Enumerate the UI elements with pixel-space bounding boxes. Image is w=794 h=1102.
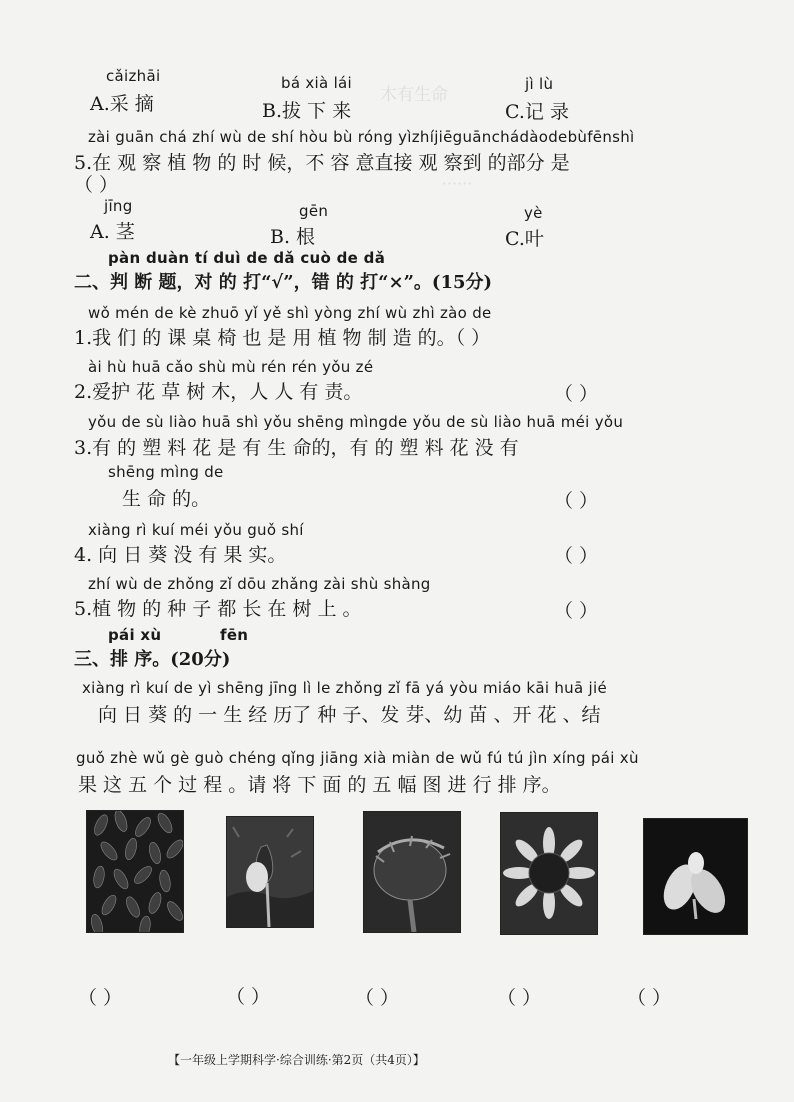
- order-answer-1[interactable]: （ ）: [78, 987, 123, 1009]
- s2-item3b-pinyin: shēng mìng de: [108, 463, 224, 481]
- section2-heading: 二、判 断 题，对 的 打“√”，错 的 打“×”。(15分): [74, 272, 493, 293]
- q5-answer-paren: （ ）: [74, 174, 119, 196]
- q5-pinyin: zài guān chá zhí wù de shí hòu bù róng yìzhíjiēguānchádàodebùfēnshì: [88, 128, 635, 146]
- s2-item5-pinyin: zhí wù de zhǒng zǐ dōu zhǎng zài shù shàng: [88, 575, 431, 593]
- s3-line1-pinyin: xiàng rì kuí de yì shēng jīng lì le zhǒng zǐ fā yá yòu miáo kāi huā jié: [82, 679, 608, 697]
- section3-pinyin-b: fēn: [220, 626, 249, 644]
- s2-item2-answer: （ ）: [554, 383, 599, 405]
- q5-question: 5.在 观 察 植 物 的 时 候，不 容 意直接 观 察到 的部分 是: [74, 152, 570, 174]
- order-answer-5[interactable]: （ ）: [627, 987, 672, 1009]
- q5-option-b: B. 根: [270, 226, 316, 248]
- s2-item5-answer: （ ）: [554, 600, 599, 622]
- s2-item2: 2.爱护 花 草 树 木，人 人 有 责。: [74, 381, 363, 403]
- q4-option-a: A.采 摘: [90, 93, 154, 115]
- s2-item3-pinyin: yǒu de sù liào huā shì yǒu shēng mìngde yǒu de sù liào huā méi yǒu: [88, 413, 624, 431]
- s2-item4-pinyin: xiàng rì kuí méi yǒu guǒ shí: [88, 521, 304, 539]
- seedling-image: [643, 818, 748, 935]
- s2-item4: 4. 向 日 葵 没 有 果 实。: [74, 544, 287, 566]
- sprouting-seed-image: [226, 816, 314, 928]
- q4-option-a-pinyin: cǎizhāi: [106, 67, 161, 85]
- s3-line1: 向 日 葵 的 一 生 经 历了 种 子、发 芽、幼 苗 、开 花 、结: [98, 704, 601, 726]
- order-answer-2[interactable]: （ ）: [226, 986, 271, 1008]
- q4-option-b: B.拔 下 来: [262, 100, 352, 122]
- s2-item3-answer: （ ）: [554, 490, 599, 512]
- q5-option-a: A. 茎: [90, 221, 135, 243]
- s2-item1: 1.我 们 的 课 桌 椅 也 是 用 植 物 制 造 的。（ ）: [74, 327, 491, 349]
- blooming-sunflower-image: [500, 812, 598, 935]
- s3-line2-pinyin: guǒ zhè wǔ gè guò chéng qǐng jiāng xià miàn de wǔ fú tú jìn xíng pái xù: [76, 749, 639, 767]
- s2-item5: 5.植 物 的 种 子 都 长 在 树 上 。: [74, 598, 362, 620]
- wilted-sunflower-head-image: [363, 811, 461, 933]
- section3-pinyin-a: pái xù: [108, 626, 162, 644]
- q4-option-b-pinyin: bá xià lái: [281, 74, 353, 92]
- s2-item2-pinyin: ài hù huā cǎo shù mù rén rén yǒu zé: [88, 358, 374, 376]
- s2-item3b: 生 命 的。: [122, 488, 211, 510]
- q5-option-c-pinyin: yè: [524, 204, 543, 222]
- section3-heading: 三、排 序。(20分): [74, 649, 231, 670]
- order-answer-3[interactable]: （ ）: [355, 987, 400, 1009]
- s2-item3: 3.有 的 塑 料 花 是 有 生 命的，有 的 塑 料 花 没 有: [74, 437, 519, 459]
- section2-pinyin: pàn duàn tí duì de dǎ cuò de dǎ: [108, 249, 386, 267]
- order-answer-4[interactable]: （ ）: [497, 987, 542, 1009]
- s3-line2: 果 这 五 个 过 程 。请 将 下 面 的 五 幅 图 进 行 排 序。: [78, 774, 561, 796]
- s2-item4-answer: （ ）: [554, 545, 599, 567]
- q5-option-c: C.叶: [505, 228, 544, 250]
- q4-option-c: C.记 录: [505, 101, 569, 123]
- q4-option-c-pinyin: jì lù: [525, 75, 554, 93]
- sunflower-seeds-image: [86, 810, 184, 933]
- q5-option-b-pinyin: gēn: [299, 202, 329, 220]
- q5-option-a-pinyin: jīng: [104, 197, 133, 215]
- s2-item1-pinyin: wǒ mén de kè zhuō yǐ yě shì yòng zhí wù zhì zào de: [88, 304, 492, 322]
- page-footer: 【一年级上学期科学·综合训练·第2页（共4页）】: [168, 1053, 425, 1067]
